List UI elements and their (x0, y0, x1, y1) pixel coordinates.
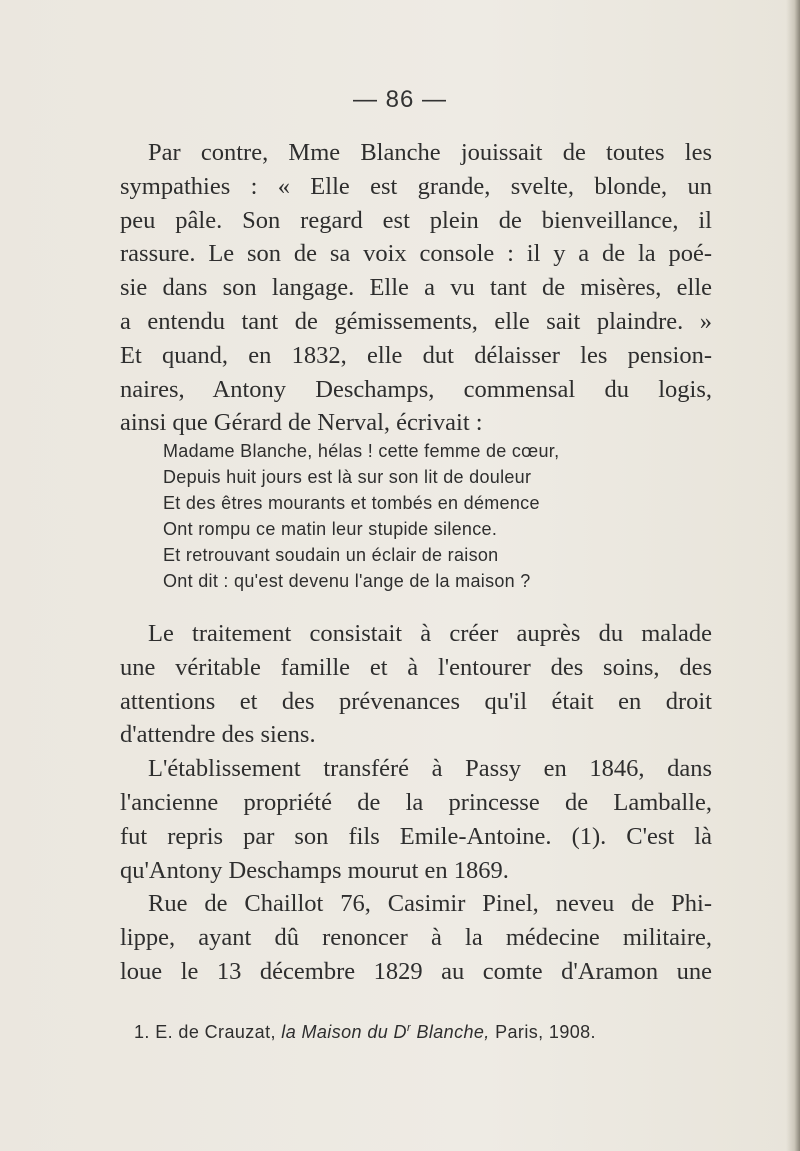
text-line: Et quand, en 1832, elle dut délaisser les pension- (120, 341, 712, 369)
poem-verse: Et retrouvant soudain un éclair de raison (163, 545, 499, 565)
text-line: naires, Antony Deschamps, commensal du logis, (120, 375, 712, 403)
text-line: lippe, ayant dû renoncer à la médecine militaire, (120, 924, 712, 952)
footnote-number: 1. (134, 1022, 150, 1042)
text-line: attentions et des prévenances qu'il était en droit (120, 687, 712, 715)
paragraph-1 (120, 136, 712, 440)
poem-verse: Depuis huit jours est là sur son lit de douleur (163, 467, 532, 487)
poem-verse: Ont rompu ce matin leur stupide silence. (163, 519, 498, 539)
poem-verse: Madame Blanche, hélas ! cette femme de cœur, (163, 441, 560, 461)
footnote-title-part: Blanche, (411, 1022, 490, 1042)
text-line: fut repris par son fils Emile-Antoine. (1). C'est là (120, 822, 712, 850)
poem-quote (163, 438, 559, 594)
text-line: Le traitement consistait à créer auprès du malade (148, 620, 712, 647)
text-line: l'ancienne propriété de la princesse de Lamballe, (120, 788, 712, 816)
poem-verse: Ont dit : qu'est devenu l'ange de la maison ? (163, 571, 531, 591)
text-line: Par contre, Mme Blanche jouissait de toutes les (148, 139, 712, 166)
text-line: sie dans son langage. Elle a vu tant de misères, elle (120, 274, 712, 302)
footnote-title-superscript: r (406, 1022, 412, 1034)
text-line: Rue de Chaillot 76, Casimir Pinel, neveu de Phi- (148, 890, 712, 918)
page-number: — 86 — (352, 86, 448, 113)
footnote-title-part: la Maison du D (281, 1022, 407, 1042)
paragraph-2 (120, 617, 712, 989)
footnote-title (281, 1022, 489, 1042)
text-line: qu'Antony Deschamps mourut en 1869. (120, 856, 509, 884)
footnote-place-year: Paris, 1908. (489, 1022, 596, 1042)
text-line: a entendu tant de gémissements, elle sait plaindre. » (120, 307, 712, 335)
page-edge-shadow (786, 0, 800, 1151)
text-line: d'attendre des siens. (120, 721, 316, 749)
text-line: rassure. Le son de sa voix console : il y a de la poé- (120, 240, 712, 268)
text-line: L'établissement transféré à Passy en 1846, dans (148, 755, 712, 783)
text-line: loue le 13 décembre 1829 au comte d'Aramon une (120, 957, 712, 985)
text-line: sympathies : « Elle est grande, svelte, blonde, un (120, 172, 712, 200)
text-line: une véritable famille et à l'entourer des soins, des (120, 653, 712, 681)
footnote-author: E. de Crauzat, (155, 1022, 276, 1042)
footnote (134, 1022, 596, 1043)
poem-verse: Et des êtres mourants et tombés en démence (163, 493, 540, 513)
text-line: ainsi que Gérard de Nerval, écrivait : (120, 409, 483, 437)
text-line: peu pâle. Son regard est plein de bienveillance, il (120, 206, 712, 234)
